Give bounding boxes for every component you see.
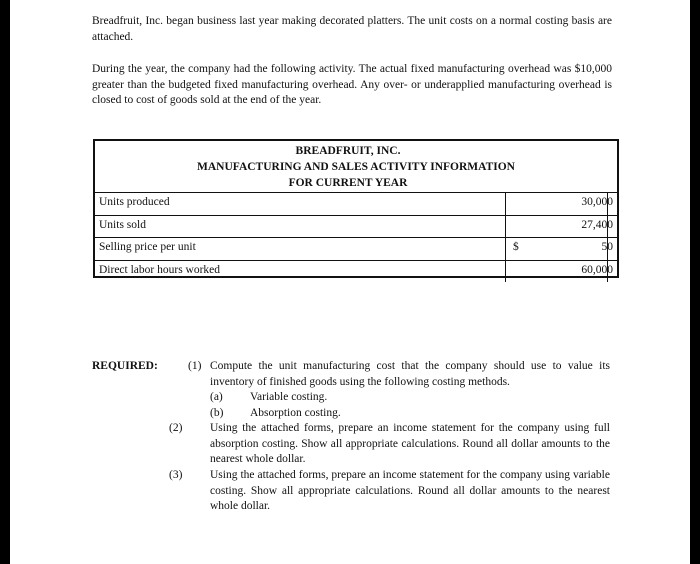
row-value: 60,000	[581, 263, 613, 276]
subitem-b	[210, 406, 341, 422]
table-row	[95, 238, 617, 261]
subitem-mark: (b)	[210, 406, 224, 419]
table-body	[95, 193, 617, 282]
table-title: BREADFRUIT, INC.	[295, 145, 401, 157]
item-text: Compute the unit manufacturing cost that the company should use to value its inventory of finished goods using the following costing methods.	[210, 360, 610, 388]
row-value: 30,000	[581, 196, 613, 208]
document-page	[10, 0, 690, 564]
item-number: (2)	[169, 422, 183, 434]
required-label: REQUIRED:	[92, 360, 158, 372]
row-value: 27,400	[581, 218, 613, 231]
table-header	[95, 141, 617, 193]
item-text: Using the attached forms, prepare an income statement for the company using variable costing. Show all appropriate calculations. Round all dollar amounts to the nearest whole dollar.	[210, 469, 610, 512]
row-label: Selling price per unit	[99, 241, 196, 253]
subitem-mark: (a)	[210, 391, 223, 403]
item-text: Using the attached forms, prepare an income statement for the company using full absorption costing. Show all appropriate calculations. Round all dollar amounts to the nearest whole dollar.	[210, 422, 610, 465]
table-row	[95, 216, 617, 239]
table-subtitle-2: FOR CURRENT YEAR	[288, 177, 408, 189]
item-number: (3)	[169, 469, 183, 481]
row-label: Units sold	[99, 218, 146, 231]
intro-paragraph-2: During the year, the company had the following activity. The actual fixed manufacturing overhead was $10,000 greater than the budgeted fixed manufacturing overhead. Any over- or underapplied manufacturing overhead is closed to cost of goods sold at the end of the year.	[92, 63, 612, 106]
intro-paragraph-1: Breadfruit, Inc. began business last year making decorated platters. The unit costs on a normal costing basis are attached.	[92, 15, 612, 43]
row-value: 50	[601, 241, 613, 253]
item-number: (1)	[188, 360, 202, 372]
row-label: Units produced	[99, 196, 170, 208]
table-row	[95, 193, 617, 216]
activity-table	[93, 139, 619, 278]
table-row	[95, 261, 617, 283]
subitem-text: Absorption costing.	[250, 406, 341, 419]
row-currency-sign: $	[513, 241, 519, 253]
subitem-text: Variable costing.	[250, 391, 328, 403]
subitem-a	[210, 390, 327, 406]
table-subtitle: MANUFACTURING AND SALES ACTIVITY INFORMATION	[197, 161, 515, 173]
row-label: Direct labor hours worked	[99, 263, 221, 276]
